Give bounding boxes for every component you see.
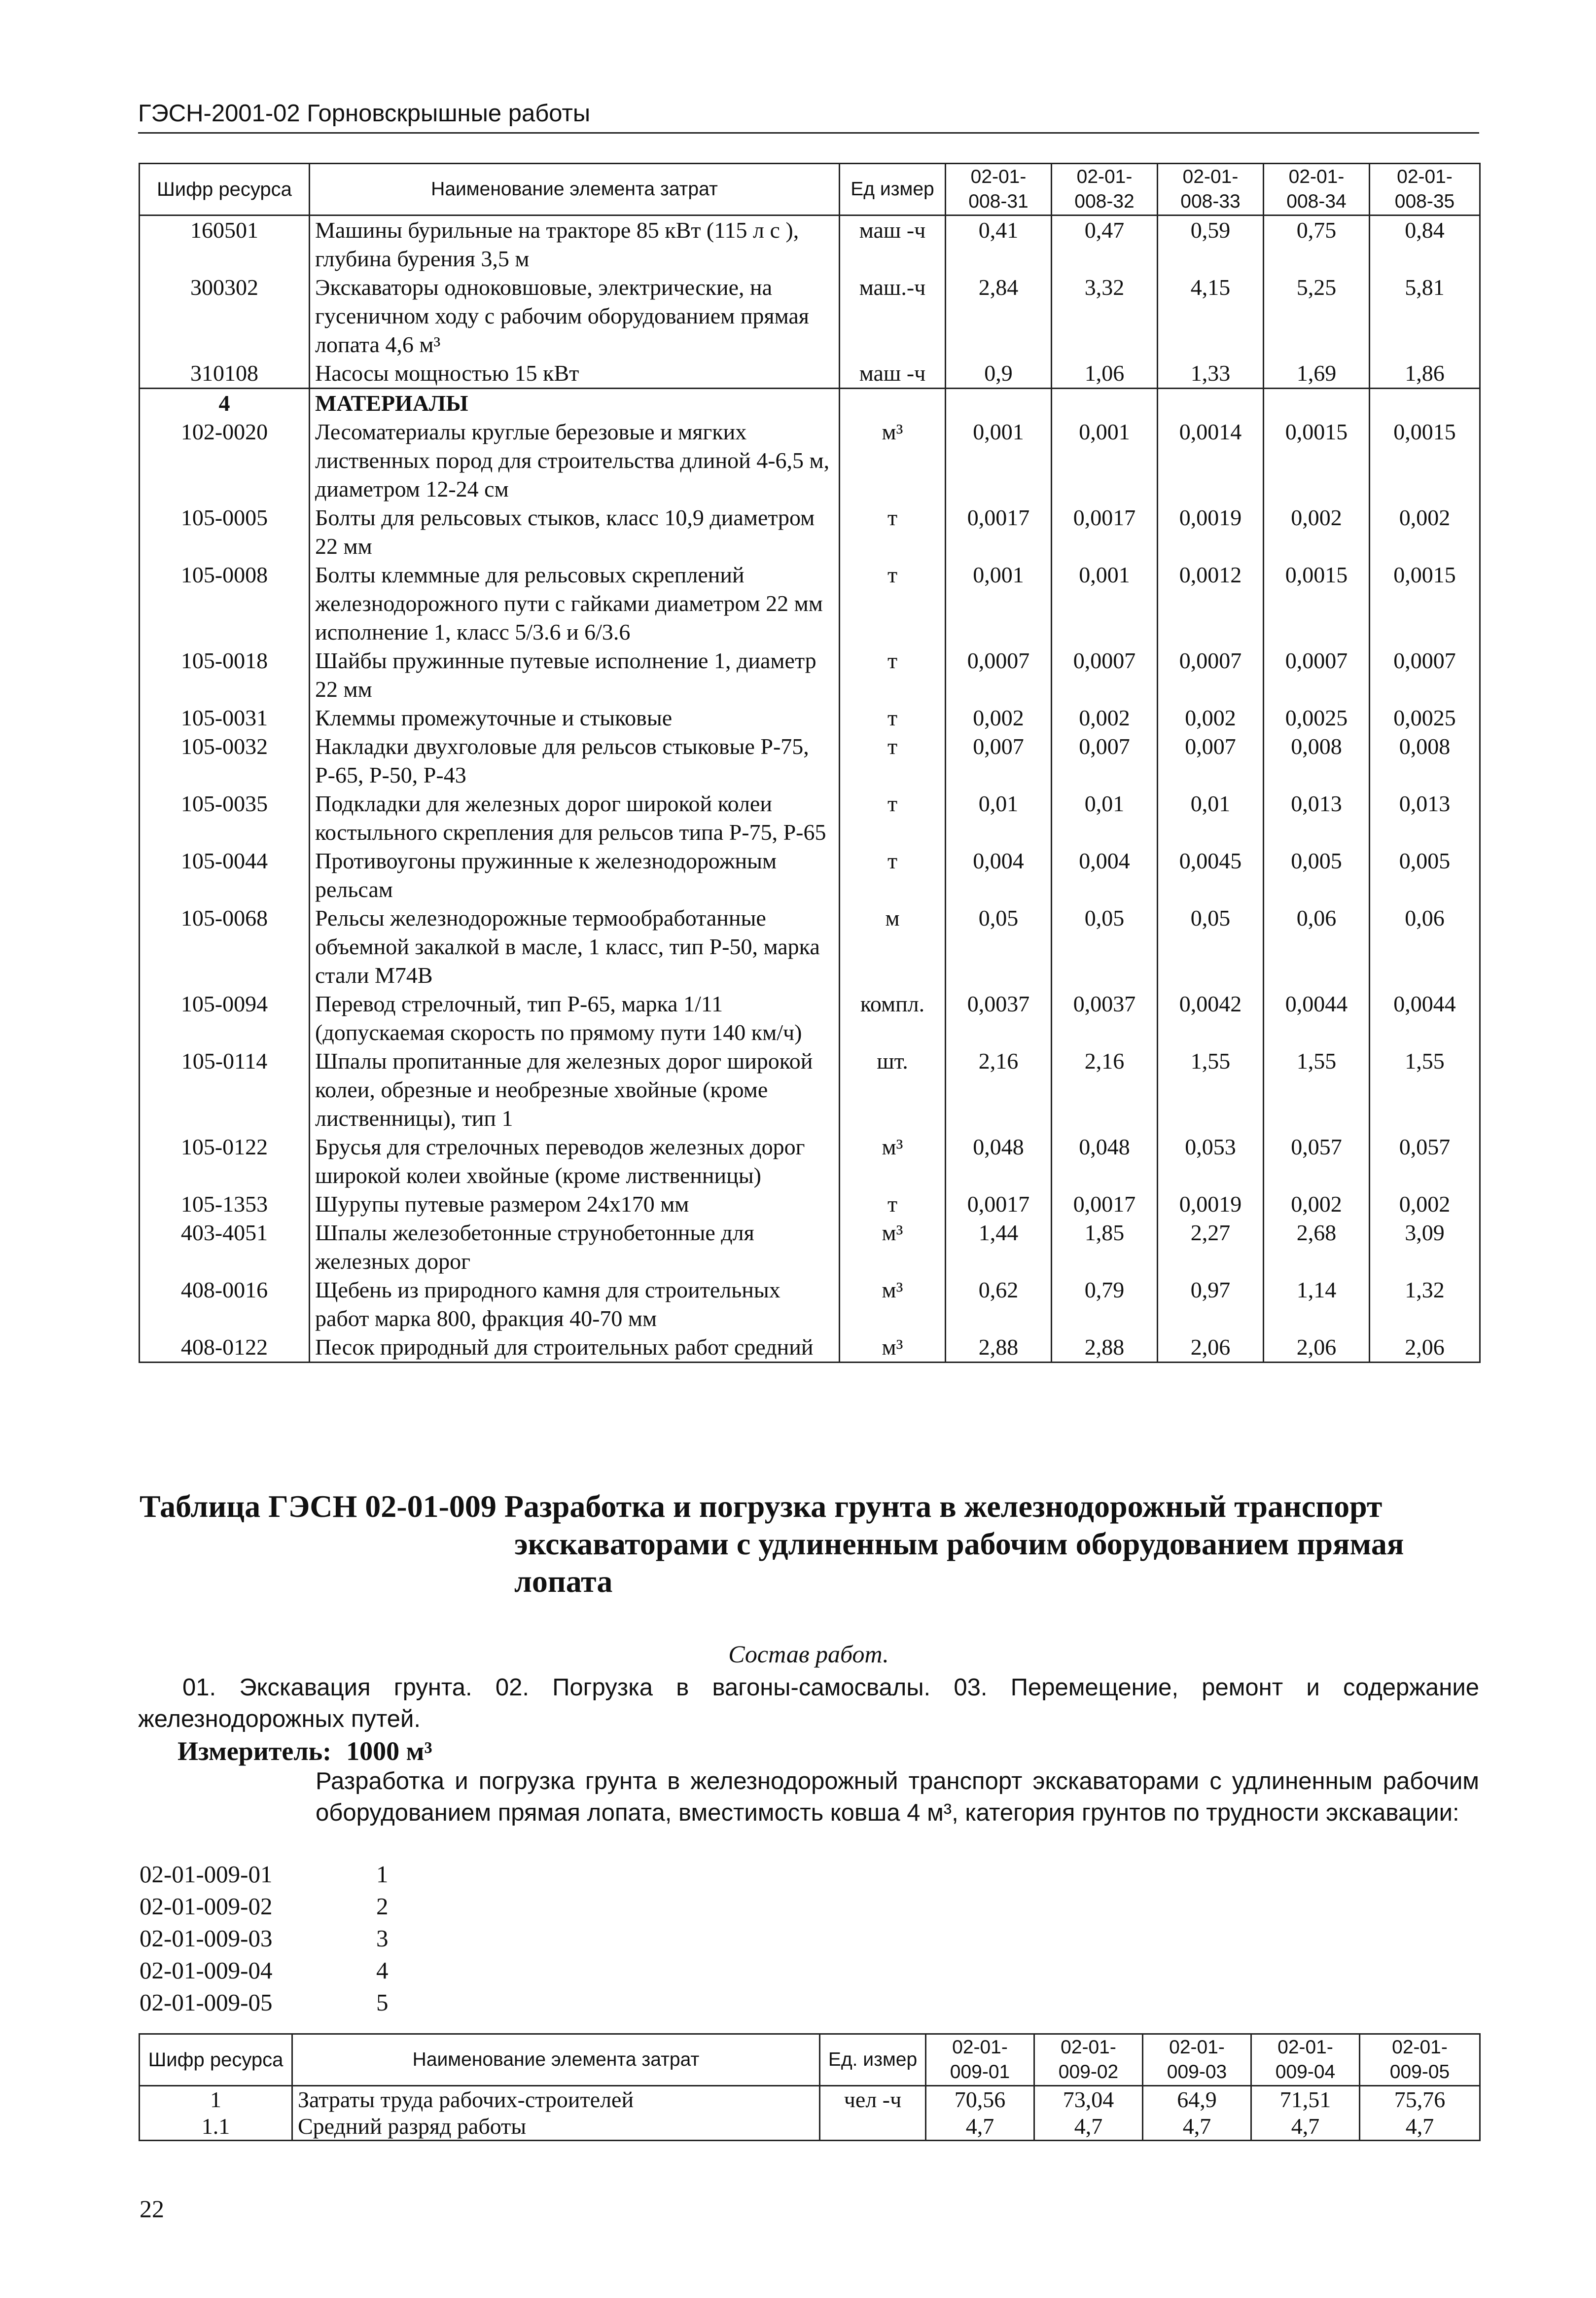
cell-name: Шурупы путевые размером 24х170 мм [310, 1190, 840, 1219]
cell-value-4: 1,14 [1264, 1276, 1370, 1333]
cell-unit: т [840, 790, 946, 847]
table-row [140, 389, 1480, 418]
cell-name: Затраты труда рабочих-строителей [292, 2086, 820, 2114]
cell-value-2: 0,001 [1052, 561, 1158, 646]
cell-value-2: 0,79 [1052, 1276, 1158, 1333]
cell-code: 105-0031 [140, 704, 310, 732]
cell-name: Лесоматериалы круглые березовые и мягких лиственных пород для строительства длиной 4-6,5 м, диаметром 12-24 см [310, 418, 840, 503]
cell-value-1: 0,048 [946, 1133, 1052, 1190]
norm-category: 3 [376, 1925, 389, 1952]
cell-value-1: 4,7 [926, 2113, 1034, 2141]
cell-code: 105-0018 [140, 646, 310, 704]
running-header: ГЭСН-2001-02 Горновскрышные работы [138, 98, 1479, 134]
header-col-4: 02-01- 009-04 [1251, 2034, 1360, 2086]
cell-value-3: 2,06 [1158, 1333, 1264, 1363]
cell-value-5: 3,09 [1370, 1219, 1480, 1276]
cell-value-5: 0,008 [1370, 732, 1480, 790]
measure-label: Измеритель: [177, 1736, 332, 1766]
cell-value-5: 1,32 [1370, 1276, 1480, 1333]
cell-value-2: 4,7 [1034, 2113, 1143, 2141]
norm-code-row [140, 1890, 389, 1922]
cell-value-1 [946, 389, 1052, 418]
cell-value-4: 4,7 [1251, 2113, 1360, 2141]
cell-value-3: 0,0042 [1158, 990, 1264, 1047]
cell-value-1: 0,001 [946, 561, 1052, 646]
cell-value-5: 0,0015 [1370, 561, 1480, 646]
cell-code: 1 [140, 2086, 292, 2114]
cell-name: МАТЕРИАЛЫ [310, 389, 840, 418]
cell-code: 408-0122 [140, 1333, 310, 1363]
table-row [140, 418, 1480, 503]
header-col-5: 02-01- 008-35 [1370, 164, 1480, 215]
table-title-cont: экскаваторами с удлиненным рабочим оборудованием прямая лопата [514, 1526, 1404, 1599]
cell-value-4: 0,0025 [1264, 704, 1370, 732]
cell-value-2: 2,16 [1052, 1047, 1158, 1133]
cell-unit: т [840, 503, 946, 561]
table-row [140, 847, 1480, 904]
table-row [140, 732, 1480, 790]
cell-code: 105-0114 [140, 1047, 310, 1133]
cell-value-2: 0,048 [1052, 1133, 1158, 1190]
table-row [140, 904, 1480, 990]
cell-value-5: 2,06 [1370, 1333, 1480, 1363]
norm-category: 2 [376, 1893, 389, 1920]
cell-value-4: 2,68 [1264, 1219, 1370, 1276]
table-row [140, 790, 1480, 847]
cell-value-3: 1,55 [1158, 1047, 1264, 1133]
cell-value-4: 0,008 [1264, 732, 1370, 790]
table-row [140, 2113, 1480, 2141]
cell-code: 102-0020 [140, 418, 310, 503]
cell-value-4: 0,75 [1264, 215, 1370, 274]
cell-value-5: 0,005 [1370, 847, 1480, 904]
cell-value-1: 2,88 [946, 1333, 1052, 1363]
cell-value-5: 0,0025 [1370, 704, 1480, 732]
cell-name: Болты клеммные для рельсовых скреплений железнодорожного пути с гайками диаметром 22 мм исполнение 1, класс 5/3.6 и 6/3.6 [310, 561, 840, 646]
cell-value-4: 0,013 [1264, 790, 1370, 847]
cell-name: Клеммы промежуточные и стыковые [310, 704, 840, 732]
cell-unit: м³ [840, 1276, 946, 1333]
norm-category: 4 [376, 1957, 389, 1984]
cell-value-5: 0,057 [1370, 1133, 1480, 1190]
cell-value-4: 0,0007 [1264, 646, 1370, 704]
cell-code: 403-4051 [140, 1219, 310, 1276]
table-row [140, 1333, 1480, 1363]
table-row [140, 990, 1480, 1047]
cell-value-2: 3,32 [1052, 273, 1158, 359]
cell-code: 105-0044 [140, 847, 310, 904]
cell-value-1: 0,01 [946, 790, 1052, 847]
cell-code: 105-0122 [140, 1133, 310, 1190]
cell-unit: т [840, 732, 946, 790]
cell-value-5: 1,55 [1370, 1047, 1480, 1133]
norm-code: 02-01-009-04 [140, 1957, 273, 1984]
cell-value-3: 0,0012 [1158, 561, 1264, 646]
header-name: Наименование элемента затрат [292, 2034, 820, 2086]
cell-value-1: 0,002 [946, 704, 1052, 732]
header-col-1: 02-01- 008-31 [946, 164, 1052, 215]
norm-code: 02-01-009-02 [140, 1893, 273, 1920]
header-col-2: 02-01- 008-32 [1052, 164, 1158, 215]
header-col-2: 02-01- 009-02 [1034, 2034, 1143, 2086]
cell-value-4: 1,55 [1264, 1047, 1370, 1133]
cell-unit: м³ [840, 418, 946, 503]
cell-value-3: 0,0019 [1158, 1190, 1264, 1219]
cell-code: 4 [140, 389, 310, 418]
header-col-3: 02-01- 009-03 [1143, 2034, 1251, 2086]
cell-value-1: 0,41 [946, 215, 1052, 274]
cell-name: Шпалы пропитанные для железных дорог широкой колеи, обрезные и необрезные хвойные (кроме лиственницы), тип 1 [310, 1047, 840, 1133]
cell-value-1: 0,007 [946, 732, 1052, 790]
cell-value-1: 0,05 [946, 904, 1052, 990]
table-row [140, 215, 1480, 274]
table-title-lead: Таблица ГЭСН 02-01-009 Разработка и погрузка грунта в железнодорожный транспорт [140, 1489, 1383, 1524]
cell-unit: шт. [840, 1047, 946, 1133]
cell-value-3: 0,007 [1158, 732, 1264, 790]
header-col-1: 02-01- 009-01 [926, 2034, 1034, 2086]
table-row [140, 2086, 1480, 2114]
cell-code: 408-0016 [140, 1276, 310, 1333]
cell-unit [820, 2113, 926, 2141]
cell-name: Противоугоны пружинные к железнодорожным рельсам [310, 847, 840, 904]
norm-code: 02-01-009-01 [140, 1861, 273, 1888]
norm-code: 02-01-009-05 [140, 1989, 273, 2016]
cell-value-2: 0,0037 [1052, 990, 1158, 1047]
cell-value-5: 0,002 [1370, 503, 1480, 561]
norm-category: 1 [376, 1861, 389, 1888]
table-row [140, 1190, 1480, 1219]
norm-code-row [140, 1986, 389, 2018]
table-row [140, 561, 1480, 646]
cell-value-2: 0,007 [1052, 732, 1158, 790]
cell-unit: м³ [840, 1333, 946, 1363]
cell-unit: т [840, 646, 946, 704]
work-composition-label: Состав работ. [728, 1640, 889, 1668]
cell-code: 105-0068 [140, 904, 310, 990]
norm-description: Разработка и погрузка грунта в железнодорожный транспорт экскаваторами с удлиненным рабочим оборудованием прямая лопата, вместимость ковша 4 м³, категория грунтов по трудности экскавации: [316, 1768, 1479, 1826]
norm-code-row [140, 1954, 389, 1986]
cell-value-3: 2,27 [1158, 1219, 1264, 1276]
header-col-4: 02-01- 008-34 [1264, 164, 1370, 215]
cell-value-2: 0,0007 [1052, 646, 1158, 704]
cell-value-2: 0,002 [1052, 704, 1158, 732]
cell-unit: м³ [840, 1219, 946, 1276]
cell-code: 105-1353 [140, 1190, 310, 1219]
cell-value-1: 2,16 [946, 1047, 1052, 1133]
cell-value-3: 0,0007 [1158, 646, 1264, 704]
cell-unit [840, 389, 946, 418]
cell-value-3: 0,053 [1158, 1133, 1264, 1190]
cell-value-4 [1264, 389, 1370, 418]
cell-value-3: 0,002 [1158, 704, 1264, 732]
header-code: Шифр ресурса [140, 164, 310, 215]
cell-value-4: 5,25 [1264, 273, 1370, 359]
cell-unit: компл. [840, 990, 946, 1047]
cell-unit: т [840, 561, 946, 646]
cell-name: Перевод стрелочный, тип Р-65, марка 1/11 (допускаемая скорость по прямому пути 140 км/ч) [310, 990, 840, 1047]
cell-unit: т [840, 704, 946, 732]
cell-value-5: 4,7 [1360, 2113, 1480, 2141]
cell-value-3: 0,0045 [1158, 847, 1264, 904]
cell-name: Экскаваторы одноковшовые, электрические, на гусеничном ходу с рабочим оборудованием прямая лопата 4,6 м³ [310, 273, 840, 359]
cell-name: Болты для рельсовых стыков, класс 10,9 диаметром 22 мм [310, 503, 840, 561]
cell-value-5: 0,06 [1370, 904, 1480, 990]
cell-name: Накладки двухголовые для рельсов стыковые Р-75, Р-65, Р-50, Р-43 [310, 732, 840, 790]
cell-value-2: 1,85 [1052, 1219, 1158, 1276]
cell-unit: чел -ч [820, 2086, 926, 2114]
cell-value-5: 0,0007 [1370, 646, 1480, 704]
cell-value-3: 0,0014 [1158, 418, 1264, 503]
table-row [140, 359, 1480, 389]
cell-unit: т [840, 1190, 946, 1219]
cell-value-2: 0,47 [1052, 215, 1158, 274]
cell-name: Щебень из природного камня для строительных работ марка 800, фракция 40-70 мм [310, 1276, 840, 1333]
cell-value-4: 0,06 [1264, 904, 1370, 990]
cell-code: 310108 [140, 359, 310, 389]
cell-value-3: 1,33 [1158, 359, 1264, 389]
table-row [140, 646, 1480, 704]
cell-unit: маш -ч [840, 215, 946, 274]
table-header-row [140, 2034, 1480, 2086]
cell-unit: м³ [840, 1133, 946, 1190]
header-unit: Ед. измер [820, 2034, 926, 2086]
cell-code: 105-0035 [140, 790, 310, 847]
cell-value-4: 0,002 [1264, 503, 1370, 561]
page-number: 22 [140, 2195, 164, 2223]
header-unit: Ед измер [840, 164, 946, 215]
cell-value-5 [1370, 389, 1480, 418]
header-col-3: 02-01- 008-33 [1158, 164, 1264, 215]
cell-name: Рельсы железнодорожные термообработанные объемной закалкой в масле, 1 класс, тип Р-50, марка стали М74В [310, 904, 840, 990]
cell-value-1: 0,0037 [946, 990, 1052, 1047]
cell-unit: м [840, 904, 946, 990]
measure-value: 1000 м³ [346, 1736, 432, 1766]
table-row [140, 273, 1480, 359]
norm-code: 02-01-009-03 [140, 1925, 273, 1952]
cell-name: Машины бурильные на тракторе 85 кВт (115 л с ), глубина бурения 3,5 м [310, 215, 840, 274]
resource-table-008 [139, 163, 1481, 1363]
cell-code: 105-0008 [140, 561, 310, 646]
cell-value-4: 0,002 [1264, 1190, 1370, 1219]
cell-unit: т [840, 847, 946, 904]
cell-name: Средний разряд работы [292, 2113, 820, 2141]
cell-name: Брусья для стрелочных переводов железных дорог широкой колеи хвойные (кроме лиственницы) [310, 1133, 840, 1190]
table-row [140, 1219, 1480, 1276]
cell-value-5: 5,81 [1370, 273, 1480, 359]
table-header-row [140, 164, 1480, 215]
cell-value-5: 0,002 [1370, 1190, 1480, 1219]
cell-code: 300302 [140, 273, 310, 359]
cell-value-1: 0,9 [946, 359, 1052, 389]
cell-value-5: 0,84 [1370, 215, 1480, 274]
cell-value-4: 1,69 [1264, 359, 1370, 389]
cell-value-1: 0,001 [946, 418, 1052, 503]
cell-value-3: 4,15 [1158, 273, 1264, 359]
cell-value-2: 0,0017 [1052, 503, 1158, 561]
cell-name: Подкладки для железных дорог широкой колеи костыльного скрепления для рельсов типа Р-75, Р-65 [310, 790, 840, 847]
cell-value-5: 0,0015 [1370, 418, 1480, 503]
norm-code-row [140, 1922, 389, 1954]
table-row [140, 1276, 1480, 1333]
cell-unit: маш -ч [840, 359, 946, 389]
cell-value-2: 1,06 [1052, 359, 1158, 389]
cell-value-3: 4,7 [1143, 2113, 1251, 2141]
cell-value-3: 0,01 [1158, 790, 1264, 847]
cell-value-4: 0,0015 [1264, 561, 1370, 646]
cell-value-2 [1052, 389, 1158, 418]
norm-codes-list [140, 1858, 389, 2018]
cell-value-3: 64,9 [1143, 2086, 1251, 2114]
cell-code: 160501 [140, 215, 310, 274]
cell-value-2: 0,004 [1052, 847, 1158, 904]
cell-value-3: 0,59 [1158, 215, 1264, 274]
cell-value-1: 0,0007 [946, 646, 1052, 704]
cell-value-1: 1,44 [946, 1219, 1052, 1276]
cell-value-5: 1,86 [1370, 359, 1480, 389]
cell-value-1: 0,0017 [946, 503, 1052, 561]
table-row [140, 503, 1480, 561]
cell-value-2: 0,0017 [1052, 1190, 1158, 1219]
cell-name: Шайбы пружинные путевые исполнение 1, диаметр 22 мм [310, 646, 840, 704]
header-col-5: 02-01- 009-05 [1360, 2034, 1480, 2086]
cell-value-1: 0,62 [946, 1276, 1052, 1333]
cell-value-3 [1158, 389, 1264, 418]
cell-value-4: 0,0015 [1264, 418, 1370, 503]
measure-unit [177, 1736, 432, 1766]
cell-value-2: 0,01 [1052, 790, 1158, 847]
cell-value-3: 0,0019 [1158, 503, 1264, 561]
cell-code: 105-0032 [140, 732, 310, 790]
cell-value-1: 2,84 [946, 273, 1052, 359]
cell-value-2: 0,05 [1052, 904, 1158, 990]
cell-value-3: 0,97 [1158, 1276, 1264, 1333]
cell-value-4: 2,06 [1264, 1333, 1370, 1363]
cell-value-2: 73,04 [1034, 2086, 1143, 2114]
cell-value-2: 0,001 [1052, 418, 1158, 503]
cell-value-4: 0,0044 [1264, 990, 1370, 1047]
cell-value-5: 75,76 [1360, 2086, 1480, 2114]
header-code: Шифр ресурса [140, 2034, 292, 2086]
work-composition-text: 01. Экскавация грунта. 02. Погрузка в вагоны-самосвалы. 03. Перемещение, ремонт и содержание железнодорожных путей. [138, 1674, 1479, 1732]
cell-name: Песок природный для строительных работ средний [310, 1333, 840, 1363]
resource-table-009 [139, 2033, 1481, 2141]
cell-value-4: 71,51 [1251, 2086, 1360, 2114]
table-title [140, 1488, 1486, 1600]
cell-unit: маш.-ч [840, 273, 946, 359]
cell-name: Шпалы железобетонные струнобетонные для железных дорог [310, 1219, 840, 1276]
norm-category: 5 [376, 1989, 389, 2016]
cell-value-4: 0,057 [1264, 1133, 1370, 1190]
cell-value-1: 0,0017 [946, 1190, 1052, 1219]
cell-name: Насосы мощностью 15 кВт [310, 359, 840, 389]
cell-code: 1.1 [140, 2113, 292, 2141]
cell-value-1: 70,56 [926, 2086, 1034, 2114]
table-row [140, 1047, 1480, 1133]
norm-code-row [140, 1858, 389, 1890]
table-row [140, 704, 1480, 732]
cell-value-4: 0,005 [1264, 847, 1370, 904]
cell-value-5: 0,013 [1370, 790, 1480, 847]
cell-code: 105-0094 [140, 990, 310, 1047]
cell-value-1: 0,004 [946, 847, 1052, 904]
cell-value-2: 2,88 [1052, 1333, 1158, 1363]
cell-code: 105-0005 [140, 503, 310, 561]
cell-value-5: 0,0044 [1370, 990, 1480, 1047]
table-row [140, 1133, 1480, 1190]
cell-value-3: 0,05 [1158, 904, 1264, 990]
header-name: Наименование элемента затрат [310, 164, 840, 215]
